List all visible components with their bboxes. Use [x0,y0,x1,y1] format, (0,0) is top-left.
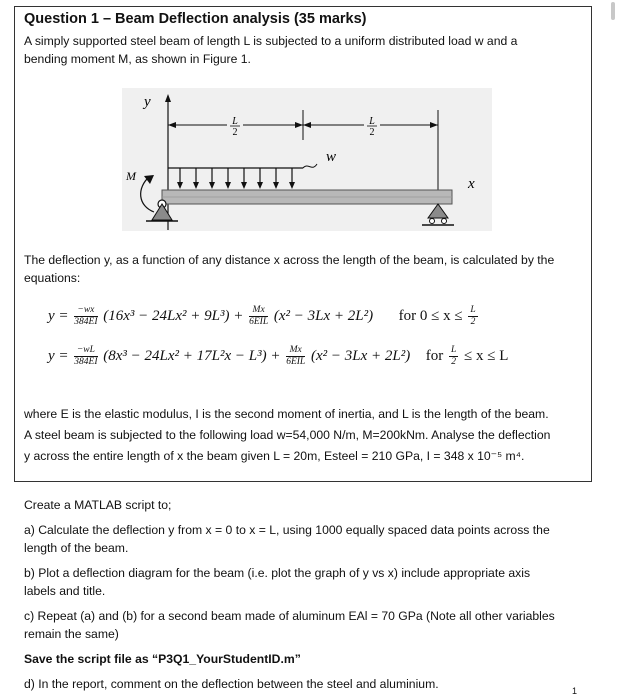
page-number: 1 [572,686,578,696]
y-axis-label: y [144,94,151,110]
eq2-polynomial-1: (8x³ − 24Lx² + 17L²x − L³) + [103,347,281,364]
intro-line-2: bending moment M, as shown in Figure 1. [24,52,251,66]
eq1-polynomial-1: (16x³ − 24Lx² + 9L³) + [103,307,244,324]
task-a: a) Calculate the deflection y from x = 0 to x = L, using 1000 equally spaced data points across the length of the beam. [24,523,550,555]
x-axis-label: x [468,176,475,192]
svg-text:2: 2 [369,127,375,138]
eq2-condition-prefix: for [425,347,444,364]
eq2-polynomial-2: (x² − 3Lx + 2L²) [310,347,411,364]
eq2-fraction-1: $\frac{-wL}{384EI}$ [74,345,98,367]
eq2-condition-suffix: ≤ x ≤ L [464,347,509,364]
task-b: b) Plot a deflection diagram for the beam (i.e. plot the graph of y vs x) include appropriate axis labels and title. [24,566,531,598]
definitions-paragraph [24,404,584,467]
task-d: d) In the report, comment on the deflection between the steel and aluminium. [24,677,439,691]
half-length-right-label: L [369,116,375,127]
deflection-line-1: The deflection y, as a function of any distance x across the length of the beam, is calculated by the [24,253,555,267]
eq1-condition-fraction: $\frac{L}{2}$ [470,305,476,327]
svg-text:2: 2 [232,127,238,138]
scrollbar[interactable] [611,2,615,20]
deflection-line-2: equations: [24,271,81,285]
eq2-lhs: y = [48,347,69,364]
intro-line-1: A simply supported steel beam of length L is subjected to a uniform distributed load w and a [24,34,518,48]
where-line: where E is the elastic modulus, I is the second moment of inertia, and L is the length of the beam. [24,407,549,421]
beam-figure [122,88,492,231]
task-list [24,496,584,700]
eq1-polynomial-2: (x² − 3Lx + 2L²) [273,307,374,324]
eq2-condition-fraction: $\frac{L}{2}$ [450,345,457,367]
moment-M-label: M [126,169,136,183]
eq1-lhs: y = [48,307,69,324]
task-c: c) Repeat (a) and (b) for a second beam made of aluminum EAl = 70 GPa (Note all other variables remain the same) [24,609,555,641]
intro-paragraph [24,32,584,68]
eq1-condition: for 0 ≤ x ≤ [398,307,463,324]
steel-line-2: y across the entire length of x the beam given L = 20m, Esteel = 210 GPa, I = 348 x 10⁻⁵ m⁴. [24,449,525,463]
eq1-fraction-1: $\frac{-wx}{384EI}$ [74,305,98,327]
eq2-fraction-2: $\frac{Mx}{\text{6EIL}}$ [286,345,306,367]
beam-diagram [122,88,492,231]
moment-arrow [141,176,154,212]
eq1-fraction-2: $\frac{Mx}{\text{6EIL}}$ [249,305,269,327]
save-instruction: Save the script file as “P3Q1_YourStudentID.m” [24,652,301,666]
roller-support [428,204,448,218]
half-length-left-label: L [232,116,238,127]
steel-line-1: A steel beam is subjected to the following load w=54,000 N/m, M=200kNm. Analyse the deflection [24,428,551,442]
task-intro: Create a MATLAB script to; [24,498,172,512]
equation-2 [48,345,508,368]
load-w-label: w [326,149,337,165]
question-title: Question 1 – Beam Deflection analysis (35 marks) [24,11,367,27]
deflection-paragraph [24,251,584,287]
equation-1 [48,305,480,328]
